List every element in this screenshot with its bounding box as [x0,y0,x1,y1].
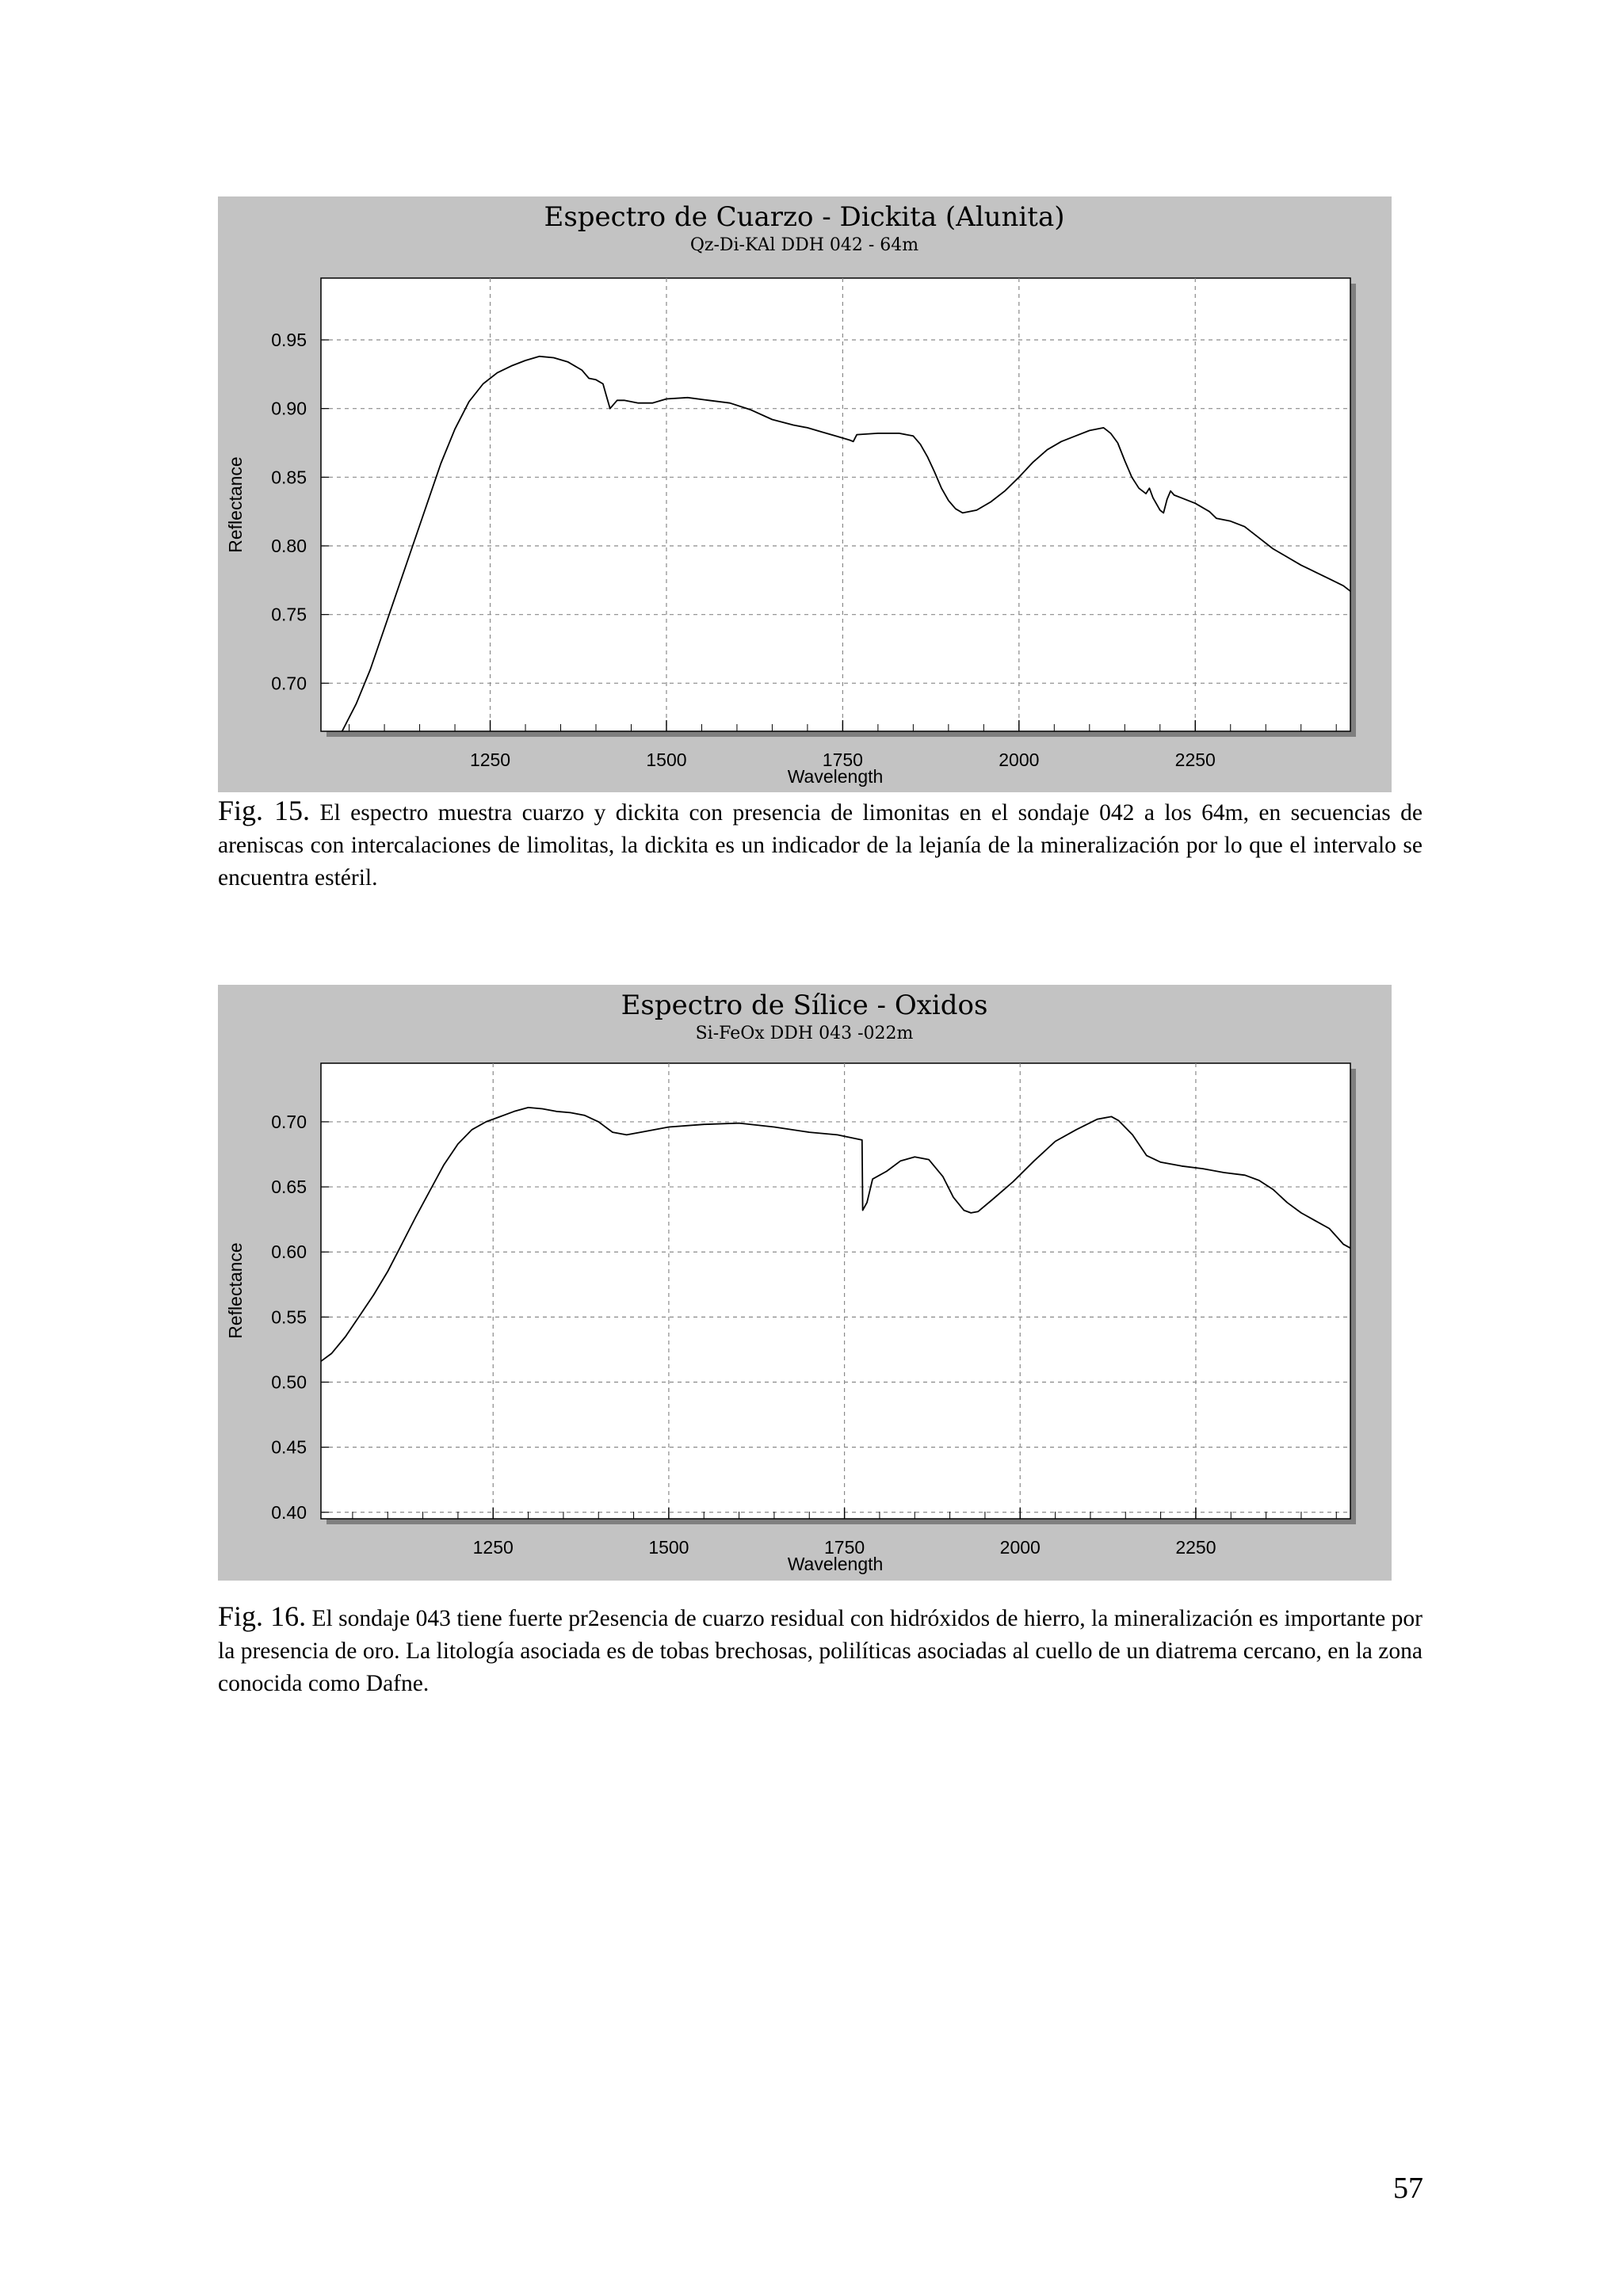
x-axis-title: Wavelength [787,1554,884,1574]
y-tick-label: 0.40 [271,1501,307,1523]
chart-subtitle: Qz-Di-KAl DDH 042 - 64m [689,235,919,255]
plot-area [321,1063,1350,1519]
page-number: 57 [1393,2172,1423,2205]
x-tick-label: 2250 [1175,1537,1216,1558]
y-tick-label: 0.45 [271,1436,307,1458]
y-tick-label: 0.80 [271,536,307,556]
y-tick-label: 0.75 [271,604,307,625]
y-tick-label: 0.50 [271,1371,307,1393]
figure-label: Fig. 15. [218,795,311,826]
y-axis-title: Reflectance [225,456,246,553]
y-axis-title: Reflectance [225,1242,246,1339]
y-tick-label: 0.60 [271,1241,307,1263]
y-tick-label: 0.70 [271,1111,307,1132]
caption-text: El espectro muestra cuarzo y dickita con presencia de limonitas en el sondaje 042 a los 64m, en secuencias de areniscas con intercalaciones de limolitas, la dickita es un indicador de la lejanía de la mineralización por lo que el intervalo se encuentra estéril. [218,800,1423,891]
figure-15-chart [218,196,1392,792]
y-tick-label: 0.90 [271,398,307,419]
y-tick-labels [271,330,307,693]
figure-label: Fig. 16. [218,1600,307,1632]
y-tick-label: 0.70 [271,673,307,694]
caption-text: El sondaje 043 tiene fuerte pr2esencia de cuarzo residual con hidróxidos de hierro, la mineralización es importante por la presencia de oro. La litología asociada es de tobas brechosas, polilíticas asociadas al cuello de un diatrema cercano, en la zona conocida como Dafne. [218,1606,1423,1696]
y-tick-labels [271,1112,307,1523]
x-tick-label: 1500 [646,749,687,770]
chart-title: Espectro de Sílice - Oxidos [621,990,988,1021]
chart-title: Espectro de Cuarzo - Dickita (Alunita) [544,201,1065,233]
x-tick-label: 1250 [469,749,511,770]
figure-16-caption [218,1600,1423,1700]
plot-area [321,278,1350,731]
x-tick-label: 1750 [823,1537,865,1558]
x-tick-label: 1500 [648,1537,689,1558]
y-tick-label: 0.65 [271,1177,307,1198]
x-tick-label: 1250 [472,1537,514,1558]
chart-subtitle: Si-FeOx DDH 043 -022m [695,1024,914,1043]
x-axis-title: Wavelength [787,766,884,787]
figure-16-chart [218,985,1392,1581]
y-tick-label: 0.85 [271,467,307,488]
x-tick-label: 2000 [999,1537,1041,1558]
x-tick-label: 2000 [999,749,1040,770]
y-tick-label: 0.55 [271,1306,307,1328]
x-tick-label: 2250 [1174,749,1216,770]
x-tick-label: 1750 [822,749,863,770]
figure-15-caption [218,795,1423,894]
y-tick-label: 0.95 [271,330,307,350]
